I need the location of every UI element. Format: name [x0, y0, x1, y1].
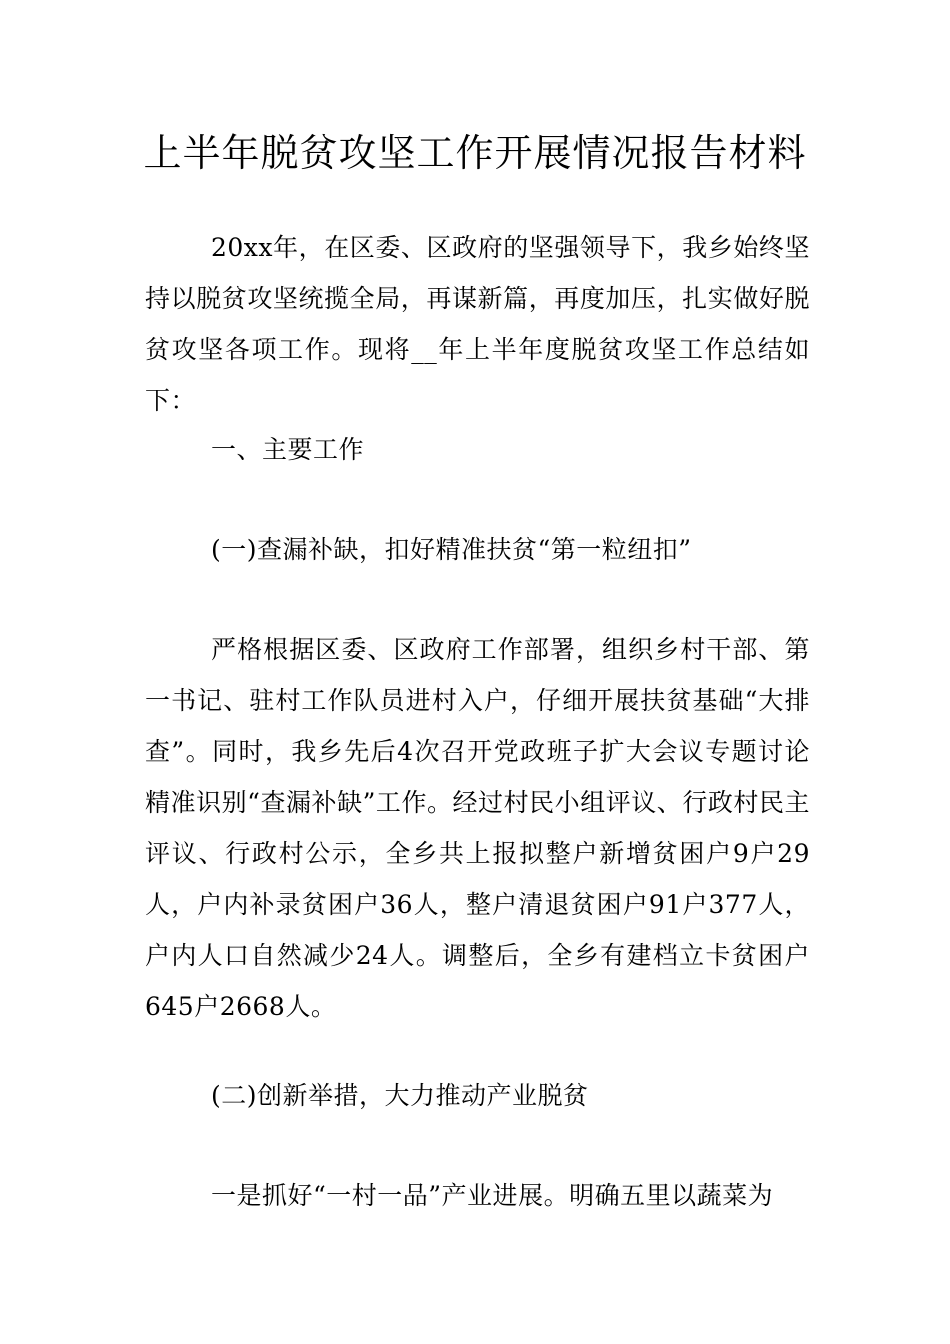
subsection-heading-2: (二)创新举措，大力推动产业脱贫 — [211, 1081, 589, 1110]
document-title: 上半年脱贫攻坚工作开展情况报告材料 — [143, 131, 807, 175]
intro-paragraph: 20xx年，在区委、区政府的坚强领导下，我乡始终坚持以脱贫攻坚统揽全局，再谋新篇，再度加压，扎实做好脱贫攻坚各项工作。现将__年上半年度脱贫攻坚工作总结如下： — [145, 233, 810, 415]
subsection-heading-1: (一)查漏补缺，扣好精准扶贫“第一粒纽扣” — [211, 535, 692, 564]
section-heading-main-work: 一、主要工作 — [211, 435, 365, 464]
subsection-1-paragraph: 严格根据区委、区政府工作部署，组织乡村干部、第一书记、驻村工作队员进村入户，仔细开展扶贫基础“大排查”。同时，我乡先后4次召开党政班子扩大会议专题讨论精准识别“查漏补缺”工作。经过村民小组评议、行政村民主评议、行政村公示，全乡共上报拟整户新增贫困户9户29人，户内补录贫困户36人，整户清退贫困户91户377人，户内人口自然减少24人。调整后，全乡有建档立卡贫困户645户2668人。 — [145, 635, 810, 1021]
subsection-2-paragraph: 一是抓好“一村一品”产业进展。明确五里以蔬菜为 — [211, 1181, 774, 1210]
